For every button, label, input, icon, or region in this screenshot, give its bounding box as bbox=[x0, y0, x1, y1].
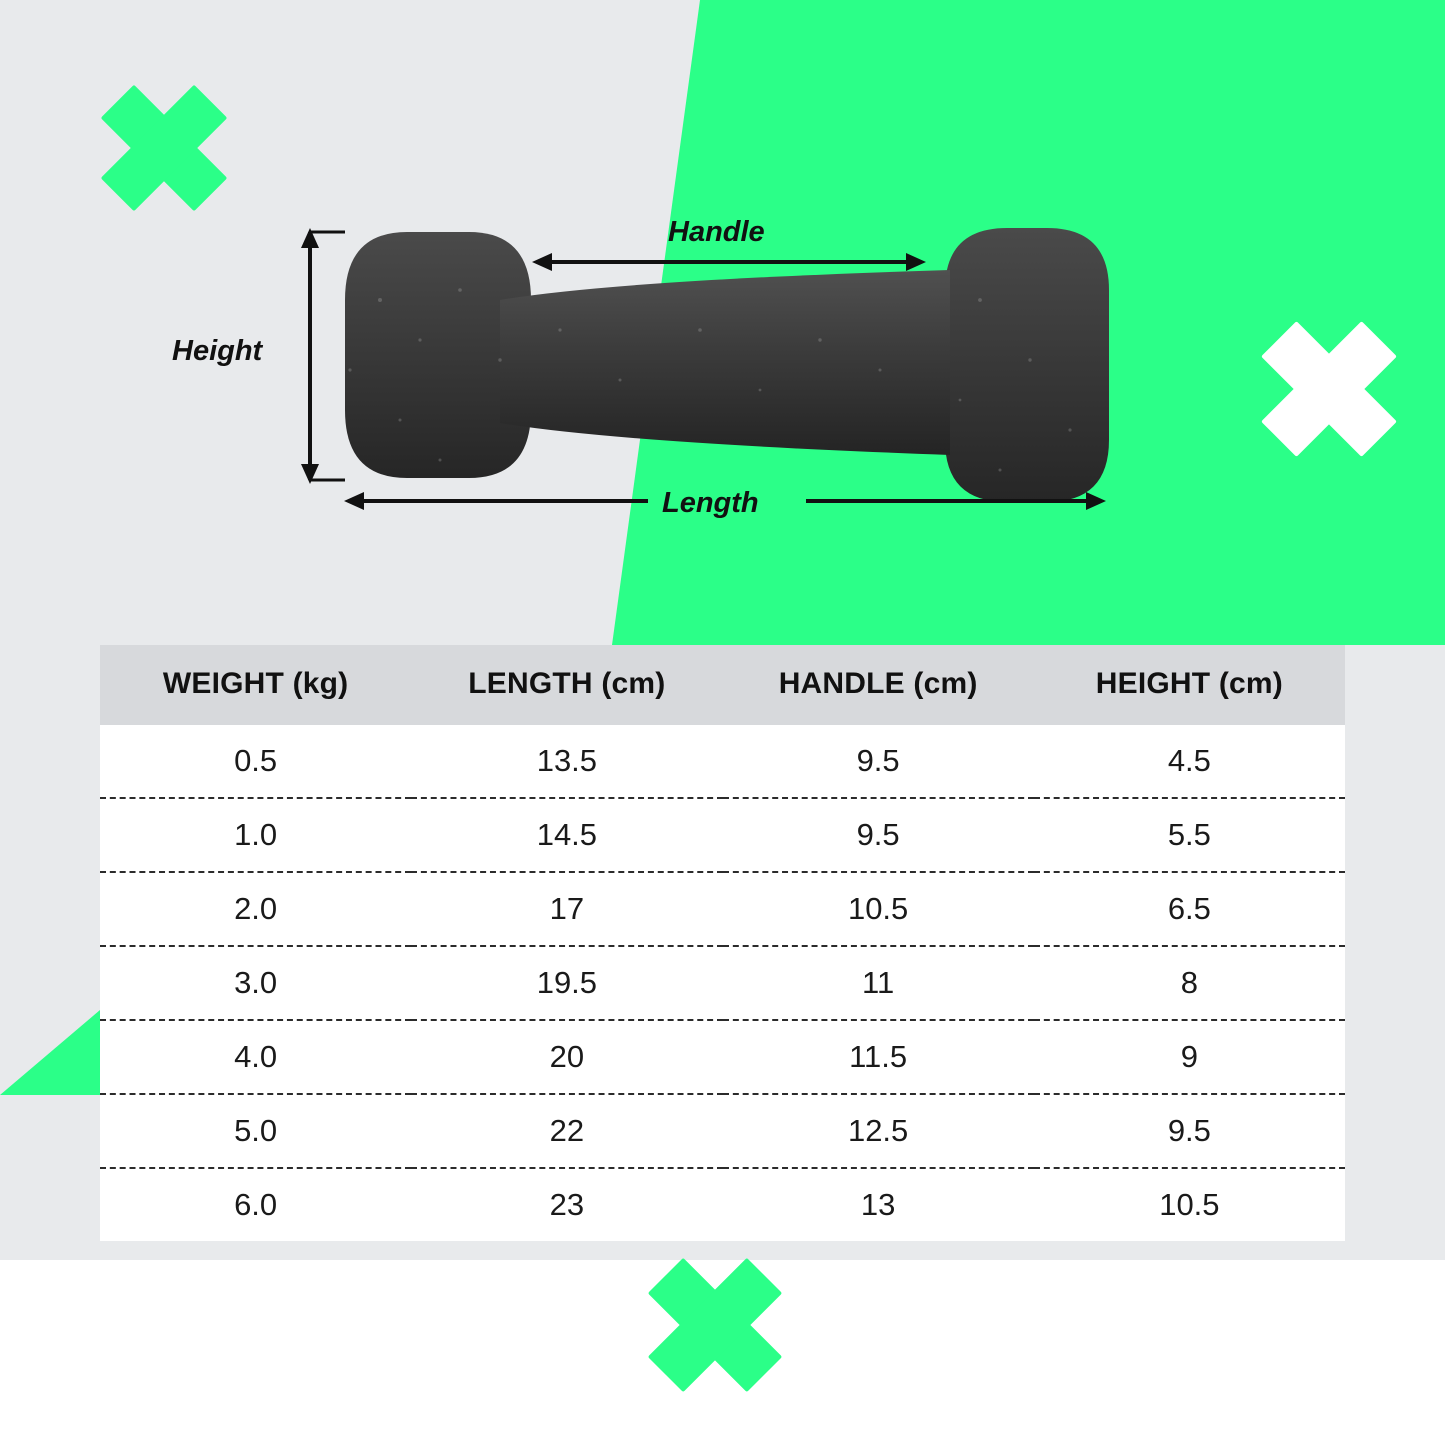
cell-weight: 4.0 bbox=[100, 1020, 411, 1094]
cell-height: 8 bbox=[1034, 946, 1345, 1020]
cell-height: 9 bbox=[1034, 1020, 1345, 1094]
cell-length: 17 bbox=[411, 872, 722, 946]
cell-length: 20 bbox=[411, 1020, 722, 1094]
label-handle: Handle bbox=[668, 216, 765, 248]
decorative-x-icon-green-bottom bbox=[645, 1255, 785, 1395]
cell-length: 22 bbox=[411, 1094, 722, 1168]
cell-weight: 2.0 bbox=[100, 872, 411, 946]
cell-height: 4.5 bbox=[1034, 725, 1345, 798]
dumbbell-illustration bbox=[0, 0, 1445, 640]
table-row bbox=[100, 798, 1345, 872]
label-length: Length bbox=[662, 487, 759, 519]
cell-weight: 6.0 bbox=[100, 1168, 411, 1241]
table-body bbox=[100, 725, 1345, 1241]
table-header-row bbox=[100, 645, 1345, 725]
dimensions-table bbox=[100, 645, 1345, 1241]
size-table bbox=[100, 645, 1345, 1241]
cell-length: 13.5 bbox=[411, 725, 722, 798]
cell-length: 19.5 bbox=[411, 946, 722, 1020]
table-row bbox=[100, 1168, 1345, 1241]
cell-handle: 12.5 bbox=[723, 1094, 1034, 1168]
table-row bbox=[100, 1020, 1345, 1094]
cell-weight: 1.0 bbox=[100, 798, 411, 872]
column-header-height: HEIGHT (cm) bbox=[1034, 645, 1345, 725]
column-header-weight: WEIGHT (kg) bbox=[100, 645, 411, 725]
column-header-length: LENGTH (cm) bbox=[411, 645, 722, 725]
cell-handle: 9.5 bbox=[723, 798, 1034, 872]
cell-handle: 11 bbox=[723, 946, 1034, 1020]
table-row bbox=[100, 872, 1345, 946]
cell-handle: 13 bbox=[723, 1168, 1034, 1241]
dumbbell-diagram bbox=[0, 0, 1445, 640]
cell-length: 14.5 bbox=[411, 798, 722, 872]
table-row bbox=[100, 1094, 1345, 1168]
cell-weight: 0.5 bbox=[100, 725, 411, 798]
label-height: Height bbox=[172, 335, 263, 367]
cell-length: 23 bbox=[411, 1168, 722, 1241]
table-header bbox=[100, 645, 1345, 725]
cell-height: 10.5 bbox=[1034, 1168, 1345, 1241]
table-row bbox=[100, 946, 1345, 1020]
cell-height: 9.5 bbox=[1034, 1094, 1345, 1168]
cell-handle: 11.5 bbox=[723, 1020, 1034, 1094]
cell-weight: 5.0 bbox=[100, 1094, 411, 1168]
cell-height: 5.5 bbox=[1034, 798, 1345, 872]
column-header-handle: HANDLE (cm) bbox=[723, 645, 1034, 725]
cell-handle: 9.5 bbox=[723, 725, 1034, 798]
cell-weight: 3.0 bbox=[100, 946, 411, 1020]
table-row bbox=[100, 725, 1345, 798]
cell-height: 6.5 bbox=[1034, 872, 1345, 946]
cell-handle: 10.5 bbox=[723, 872, 1034, 946]
